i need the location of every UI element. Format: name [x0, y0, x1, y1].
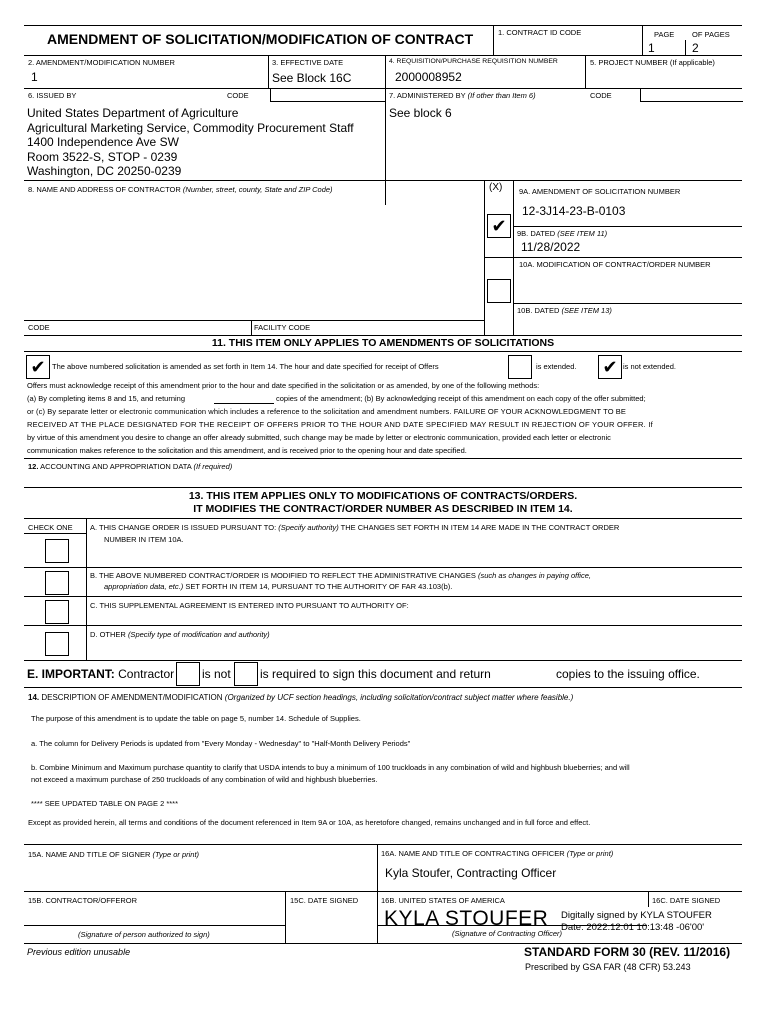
copies-blank: [214, 403, 274, 404]
footer-previous: Previous edition unusable: [27, 947, 131, 957]
block9-checkbox[interactable]: ✔: [487, 214, 511, 238]
option-c-checkbox[interactable]: [45, 600, 69, 624]
rule: [513, 226, 742, 227]
divider: [385, 55, 386, 205]
section11-line1: The above numbered solicitation is amended as set forth in Item 14. The hour and date specified for receipt of Offers: [52, 362, 439, 371]
x-marker: (X): [489, 182, 503, 193]
block10-checkbox[interactable]: [487, 279, 511, 303]
section13-d: D. OTHER (Specify type of modification and authority): [90, 630, 270, 639]
block14-p4: **** SEE UPDATED TABLE ON PAGE 2 ****: [31, 799, 178, 808]
of-pages-value: 2: [692, 41, 699, 55]
section11-amended-checkbox[interactable]: ✔: [26, 355, 50, 379]
block14-p3b: not exceed a maximum purchase of 250 truckloads of any combination of wild and highbush blueberries.: [31, 775, 378, 784]
block7-value: See block 6: [389, 106, 452, 120]
block7-label: 7. ADMINISTERED BY (If other than Item 6): [389, 91, 536, 100]
block9a-label: 9A. AMENDMENT OF SOLICITATION NUMBER: [519, 187, 681, 196]
block3-label: 3. EFFECTIVE DATE: [272, 58, 344, 67]
extended-checkbox[interactable]: [508, 355, 532, 379]
top-border: [24, 25, 742, 26]
divider: [251, 320, 252, 335]
block6-label: 6. ISSUED BY: [28, 91, 77, 100]
divider: [377, 844, 378, 944]
rule: [24, 844, 742, 845]
block8-label: 8. NAME AND ADDRESS OF CONTRACTOR (Number, street, county, State and ZIP Code): [28, 185, 333, 194]
divider: [268, 55, 269, 89]
block9b-value: 11/28/2022: [521, 240, 581, 254]
block5-label: 5. PROJECT NUMBER (If applicable): [590, 58, 715, 67]
extended-label: is extended.: [536, 362, 577, 371]
section11-line5: RECEIVED AT THE PLACE DESIGNATED FOR THE RECEIPT OF OFFERS PRIOR TO THE HOUR AND DATE SPECIFIED MAY RESULT IN REJECTION OF YOUR OFFER. If: [27, 420, 654, 429]
rule: [24, 458, 742, 459]
block15a-label: 15A. NAME AND TITLE OF SIGNER (Type or print): [28, 850, 200, 859]
rule: [24, 596, 742, 597]
is-not-label: is not: [202, 667, 231, 681]
section13-a-line1: A. THIS CHANGE ORDER IS ISSUED PURSUANT TO: (Specify authority) THE CHANGES SET FORTH IN ITEM 14 ARE MADE IN THE CONTRACT ORDER: [90, 523, 620, 532]
of-pages-label: OF PAGES: [692, 30, 730, 39]
rule: [24, 518, 742, 519]
block16b-label: 16B. UNITED STATES OF AMERICA: [381, 896, 505, 905]
important-copies: copies to the issuing office.: [556, 667, 700, 681]
section11-line2: Offers must acknowledge receipt of this amendment prior to the hour and date specified in the solicitation or as amended, by one of the following methods:: [27, 381, 540, 390]
address-line: 1400 Independence Ave SW: [27, 135, 179, 149]
address-line: Washington, DC 20250-0239: [27, 164, 182, 178]
block6-address: [27, 106, 354, 179]
block2-value: 1: [31, 70, 38, 84]
page-value: 1: [648, 41, 655, 55]
rule: [24, 180, 742, 181]
not-extended-label: is not extended.: [623, 362, 676, 371]
not-extended-checkbox[interactable]: ✔: [598, 355, 622, 379]
divider: [585, 55, 586, 89]
block14-p3a: b. Combine Minimum and Maximum purchase quantity to clarify that USDA intends to buy a minimum of 100 truckloads in any combination of wild and highbush blueberries; and will: [31, 763, 630, 772]
section11-line7: communication makes reference to the solicitation and this amendment, and is received prior to the opening hour and date specified.: [27, 446, 467, 455]
digital-signature-line2: Date: 2022.12.01 10:13:48 -06'00': [561, 922, 705, 933]
rule: [24, 625, 742, 626]
section13-b-line2: appropriation data, etc.) SET FORTH IN ITEM 14, PURSUANT TO THE AUTHORITY OF FAR 43.103(b).: [104, 582, 453, 591]
rule: [24, 55, 742, 56]
divider: [493, 25, 494, 56]
divider: [685, 40, 686, 56]
block15c-label: 15C. DATE SIGNED: [290, 896, 359, 905]
block10a-label: 10A. MODIFICATION OF CONTRACT/ORDER NUMBER: [519, 260, 711, 269]
section13-c: C. THIS SUPPLEMENTAL AGREEMENT IS ENTERED INTO PURSUANT TO AUTHORITY OF:: [90, 601, 409, 610]
rule: [24, 687, 742, 688]
block9b-label: 9B. DATED (SEE ITEM 11): [517, 229, 608, 238]
section13-heading: [24, 490, 742, 516]
digital-signature-note: [561, 910, 712, 934]
digital-signature-line1: Digitally signed by KYLA STOUFER: [561, 910, 712, 921]
option-d-checkbox[interactable]: [45, 632, 69, 656]
block7-code-box: [640, 89, 743, 102]
block15b-label: 15B. CONTRACTOR/OFFEROR: [28, 896, 138, 905]
divider: [86, 518, 87, 660]
section11-line4: or (c) By separate letter or electronic communication which includes a reference to the solicitation and amendment numbers. FAILURE OF YOUR ACKNOWLEDGMENT TO BE: [27, 407, 627, 416]
block14-p1: The purpose of this amendment is to update the table on page 5, number 14. Schedule of Supplies.: [31, 714, 361, 723]
rule: [24, 943, 742, 944]
check-one-label: CHECK ONE: [28, 523, 73, 532]
block10b-label: 10B. DATED (SEE ITEM 13): [517, 306, 612, 315]
rule: [24, 487, 742, 488]
block15b-caption: (Signature of person authorized to sign): [78, 930, 210, 939]
block14-p5: Except as provided herein, all terms and conditions of the document referenced in Item 9A or 10A, as heretofore changed, remains unchanged and in full force and effect.: [28, 818, 591, 827]
section13-b-line1: B. THE ABOVE NUMBERED CONTRACT/ORDER IS MODIFIED TO REFLECT THE ADMINISTRATIVE CHANGES (such as changes in paying office,: [90, 571, 591, 580]
section11-line3b: copies of the amendment; (b) By acknowledging receipt of this amendment on each copy of the offer submitted;: [276, 394, 646, 403]
section13-a-line2: NUMBER IN ITEM 10A.: [104, 535, 184, 544]
rule: [24, 351, 742, 352]
address-line: United States Department of Agriculture: [27, 106, 239, 120]
block16b-caption: (Signature of Contracting Officer): [452, 929, 563, 938]
block16a-value: Kyla Stoufer, Contracting Officer: [385, 866, 557, 880]
rule: [24, 335, 742, 336]
block4-label: 4. REQUISITION/PURCHASE REQUISITION NUMBER: [389, 58, 558, 65]
rule: [484, 257, 742, 258]
option-b-checkbox[interactable]: [45, 571, 69, 595]
divider: [642, 25, 643, 56]
rule: [24, 533, 86, 534]
signature-line: [377, 925, 647, 926]
block12-label: 12. ACCOUNTING AND APPROPRIATION DATA (If required): [28, 462, 233, 471]
section11-heading: 11. THIS ITEM ONLY APPLIES TO AMENDMENTS OF SOLICITATIONS: [211, 337, 555, 349]
block4-value: 2000008952: [395, 70, 462, 84]
footer-form: STANDARD FORM 30 (REV. 11/2016): [524, 945, 731, 959]
section11-line3a: (a) By completing items 8 and 15, and returning: [27, 394, 186, 403]
block3-value: See Block 16C: [272, 71, 352, 85]
address-line: Room 3522-S, STOP - 0239: [27, 149, 178, 164]
page-label: PAGE: [654, 30, 675, 39]
divider: [285, 891, 286, 944]
section13-heading-line1: 13. THIS ITEM APPLIES ONLY TO MODIFICATIONS OF CONTRACTS/ORDERS.: [188, 490, 578, 502]
address-line: Agricultural Marketing Service, Commodity Procurement Staff: [27, 120, 354, 135]
rule: [24, 891, 742, 892]
section11-line6: by virtue of this amendment you desire to change an offer already submitted, such change may be made by letter or electronic communication, provided each letter or electronic: [27, 433, 611, 442]
rule: [24, 567, 742, 568]
block16c-label: 16C. DATE SIGNED: [652, 896, 721, 905]
important-checkbox-is-not[interactable]: [176, 662, 200, 686]
block6-code-box: [270, 89, 386, 102]
block6-code-label: CODE: [227, 91, 249, 100]
rule: [513, 303, 742, 304]
block14-label: 14. DESCRIPTION OF AMENDMENT/MODIFICATION (Organized by UCF section headings, including solicitation/contract subject matter where feasible.): [28, 693, 574, 702]
block2-label: 2. AMENDMENT/MODIFICATION NUMBER: [28, 58, 175, 67]
block7-code-label: CODE: [590, 91, 612, 100]
block9a-value: 12-3J14-23-B-0103: [522, 204, 626, 218]
rule: [24, 660, 742, 661]
important-label: E. IMPORTANT: Contractor: [27, 667, 175, 681]
important-checkbox-is[interactable]: [234, 662, 258, 686]
signature-line: [24, 925, 286, 926]
form-title: AMENDMENT OF SOLICITATION/MODIFICATION OF CONTRACT: [47, 31, 474, 47]
rule: [24, 320, 484, 321]
section13-heading-line2: IT MODIFIES THE CONTRACT/ORDER NUMBER AS DESCRIBED IN ITEM 14.: [193, 503, 573, 515]
footer-prescribed: Prescribed by GSA FAR (48 CFR) 53.243: [525, 962, 691, 972]
block14-p2: a. The column for Delivery Periods is updated from "Every Monday - Wednesday" to "Half-Month Delivery Periods": [31, 739, 411, 748]
code-label: CODE: [28, 323, 50, 332]
important-rest: is required to sign this document and return: [260, 667, 491, 681]
block16a-label: 16A. NAME AND TITLE OF CONTRACTING OFFICER (Type or print): [381, 849, 614, 858]
option-a-checkbox[interactable]: [45, 539, 69, 563]
divider: [648, 891, 649, 907]
block1-label: 1. CONTRACT ID CODE: [498, 28, 582, 37]
facility-code-label: FACILITY CODE: [254, 323, 311, 332]
officer-signature: KYLA STOUFER: [384, 907, 549, 930]
